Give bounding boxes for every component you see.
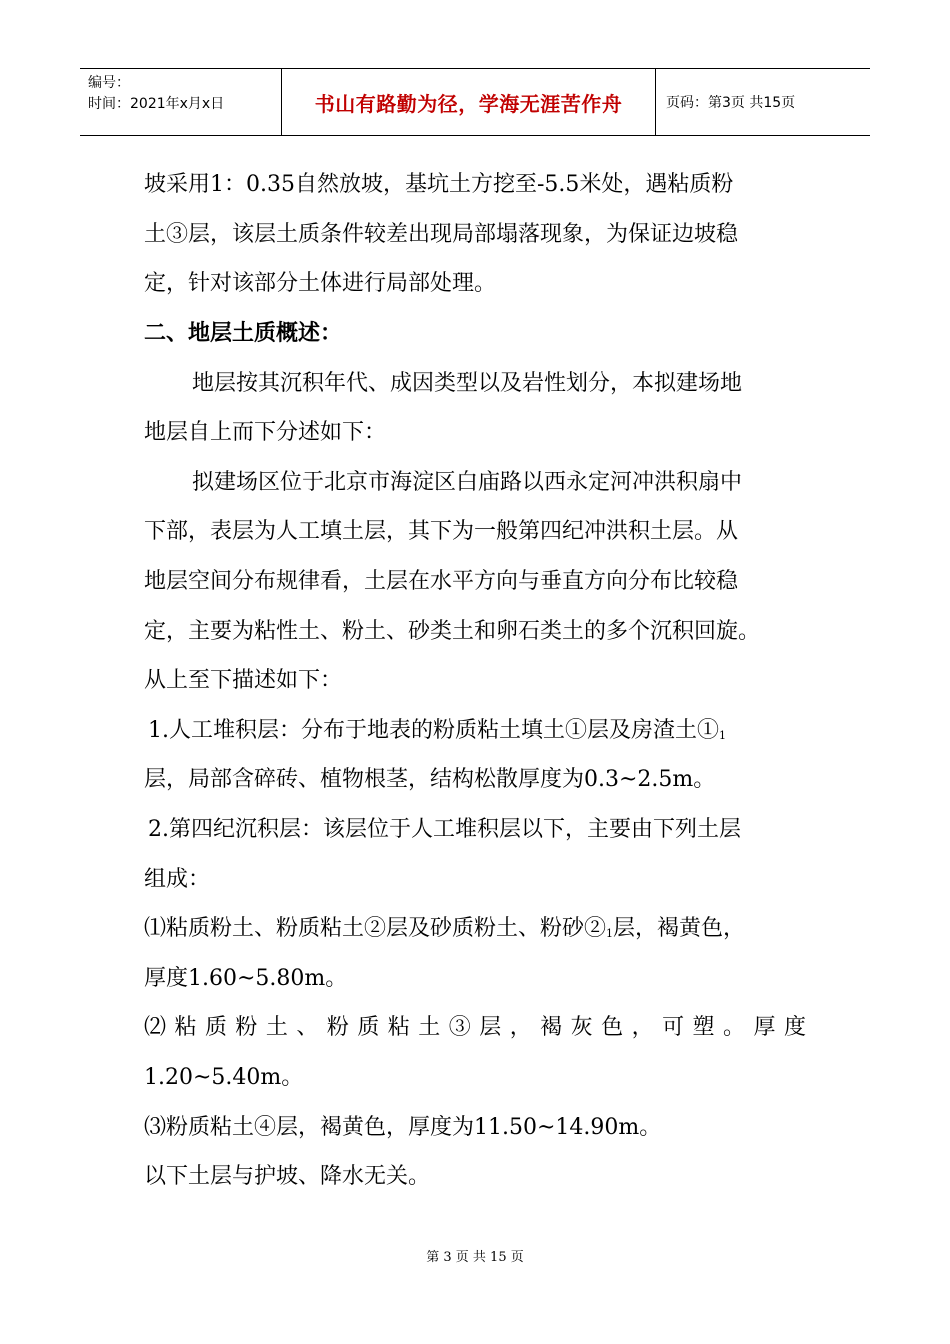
- header-motto-cell: [282, 69, 656, 135]
- section-heading: 二、地层土质概述：: [144, 321, 343, 346]
- number-label: 编号：: [88, 75, 130, 91]
- body-line: 以下土层与护坡、降水无关。: [144, 1164, 431, 1189]
- body-line: 拟建场区位于北京市海淀区白庙路以西永定河冲洪积扇中: [192, 470, 743, 495]
- motto-text: 书山有路勤为径，学海无涯苦作舟: [314, 91, 623, 116]
- body-line: ⑶粉质粘土④层，褐黄色，厚度为11.50~14.90m。: [144, 1115, 662, 1140]
- subscript-1: 1: [606, 927, 614, 940]
- body-line: [144, 915, 745, 948]
- body-line-justified: ⑵粘质粉土、粉质粘土③层，褐灰色，可塑。厚度: [144, 1015, 806, 1040]
- page-footer: 第 3 页 共 15 页: [426, 1250, 524, 1265]
- body-line: 土③层，该层土质条件较差出现局部塌落现象，为保证边坡稳: [144, 222, 739, 247]
- subscript-1: 1: [719, 729, 726, 742]
- body-line: 从上至下描述如下：: [144, 668, 343, 693]
- body-line: 层，局部含碎砖、植物根茎，结构松散厚度为0.3~2.5m。: [144, 767, 716, 792]
- body-line: 厚度1.60~5.80m。: [144, 966, 348, 991]
- header-meta: [80, 69, 282, 135]
- document-header: [80, 68, 870, 136]
- line-text: 1.人工堆积层：分布于地表的粉质粘土填土①层及房渣土①: [148, 718, 719, 743]
- body-line: 坡采用1：0.35自然放坡，基坑土方挖至-5.5米处，遇粘质粉: [144, 172, 734, 197]
- line-text: ⑴粘质粉土、粉质粘土②层及砂质粉土、粉砂②: [144, 916, 607, 941]
- body-line: 定，针对该部分土体进行局部处理。: [144, 271, 497, 296]
- body-line: 1.20~5.40m。: [144, 1065, 304, 1090]
- body-line: [148, 717, 726, 750]
- date-label: 时间：2021年x月x日: [88, 96, 225, 112]
- line-text: 层，褐黄色，: [613, 916, 746, 941]
- body-line: 组成：: [144, 867, 211, 892]
- body-line: 地层自上而下分述如下：: [144, 420, 387, 445]
- body-line: 地层按其沉积年代、成因类型以及岩性划分，本拟建场地: [192, 371, 743, 396]
- body-line: 定，主要为粘性土、粉土、砂类土和卵石类土的多个沉积回旋。: [144, 619, 761, 644]
- body-line: 地层空间分布规律看，土层在水平方向与垂直方向分布比较稳: [144, 569, 739, 594]
- header-page-info: [656, 69, 870, 135]
- body-line: 2.第四纪沉积层：该层位于人工堆积层以下，主要由下列土层: [148, 817, 741, 842]
- page-info-text: 页码：第3页 共15页: [666, 95, 796, 111]
- body-line: 下部，表层为人工填土层，其下为一般第四纪冲洪积土层。从: [144, 519, 739, 544]
